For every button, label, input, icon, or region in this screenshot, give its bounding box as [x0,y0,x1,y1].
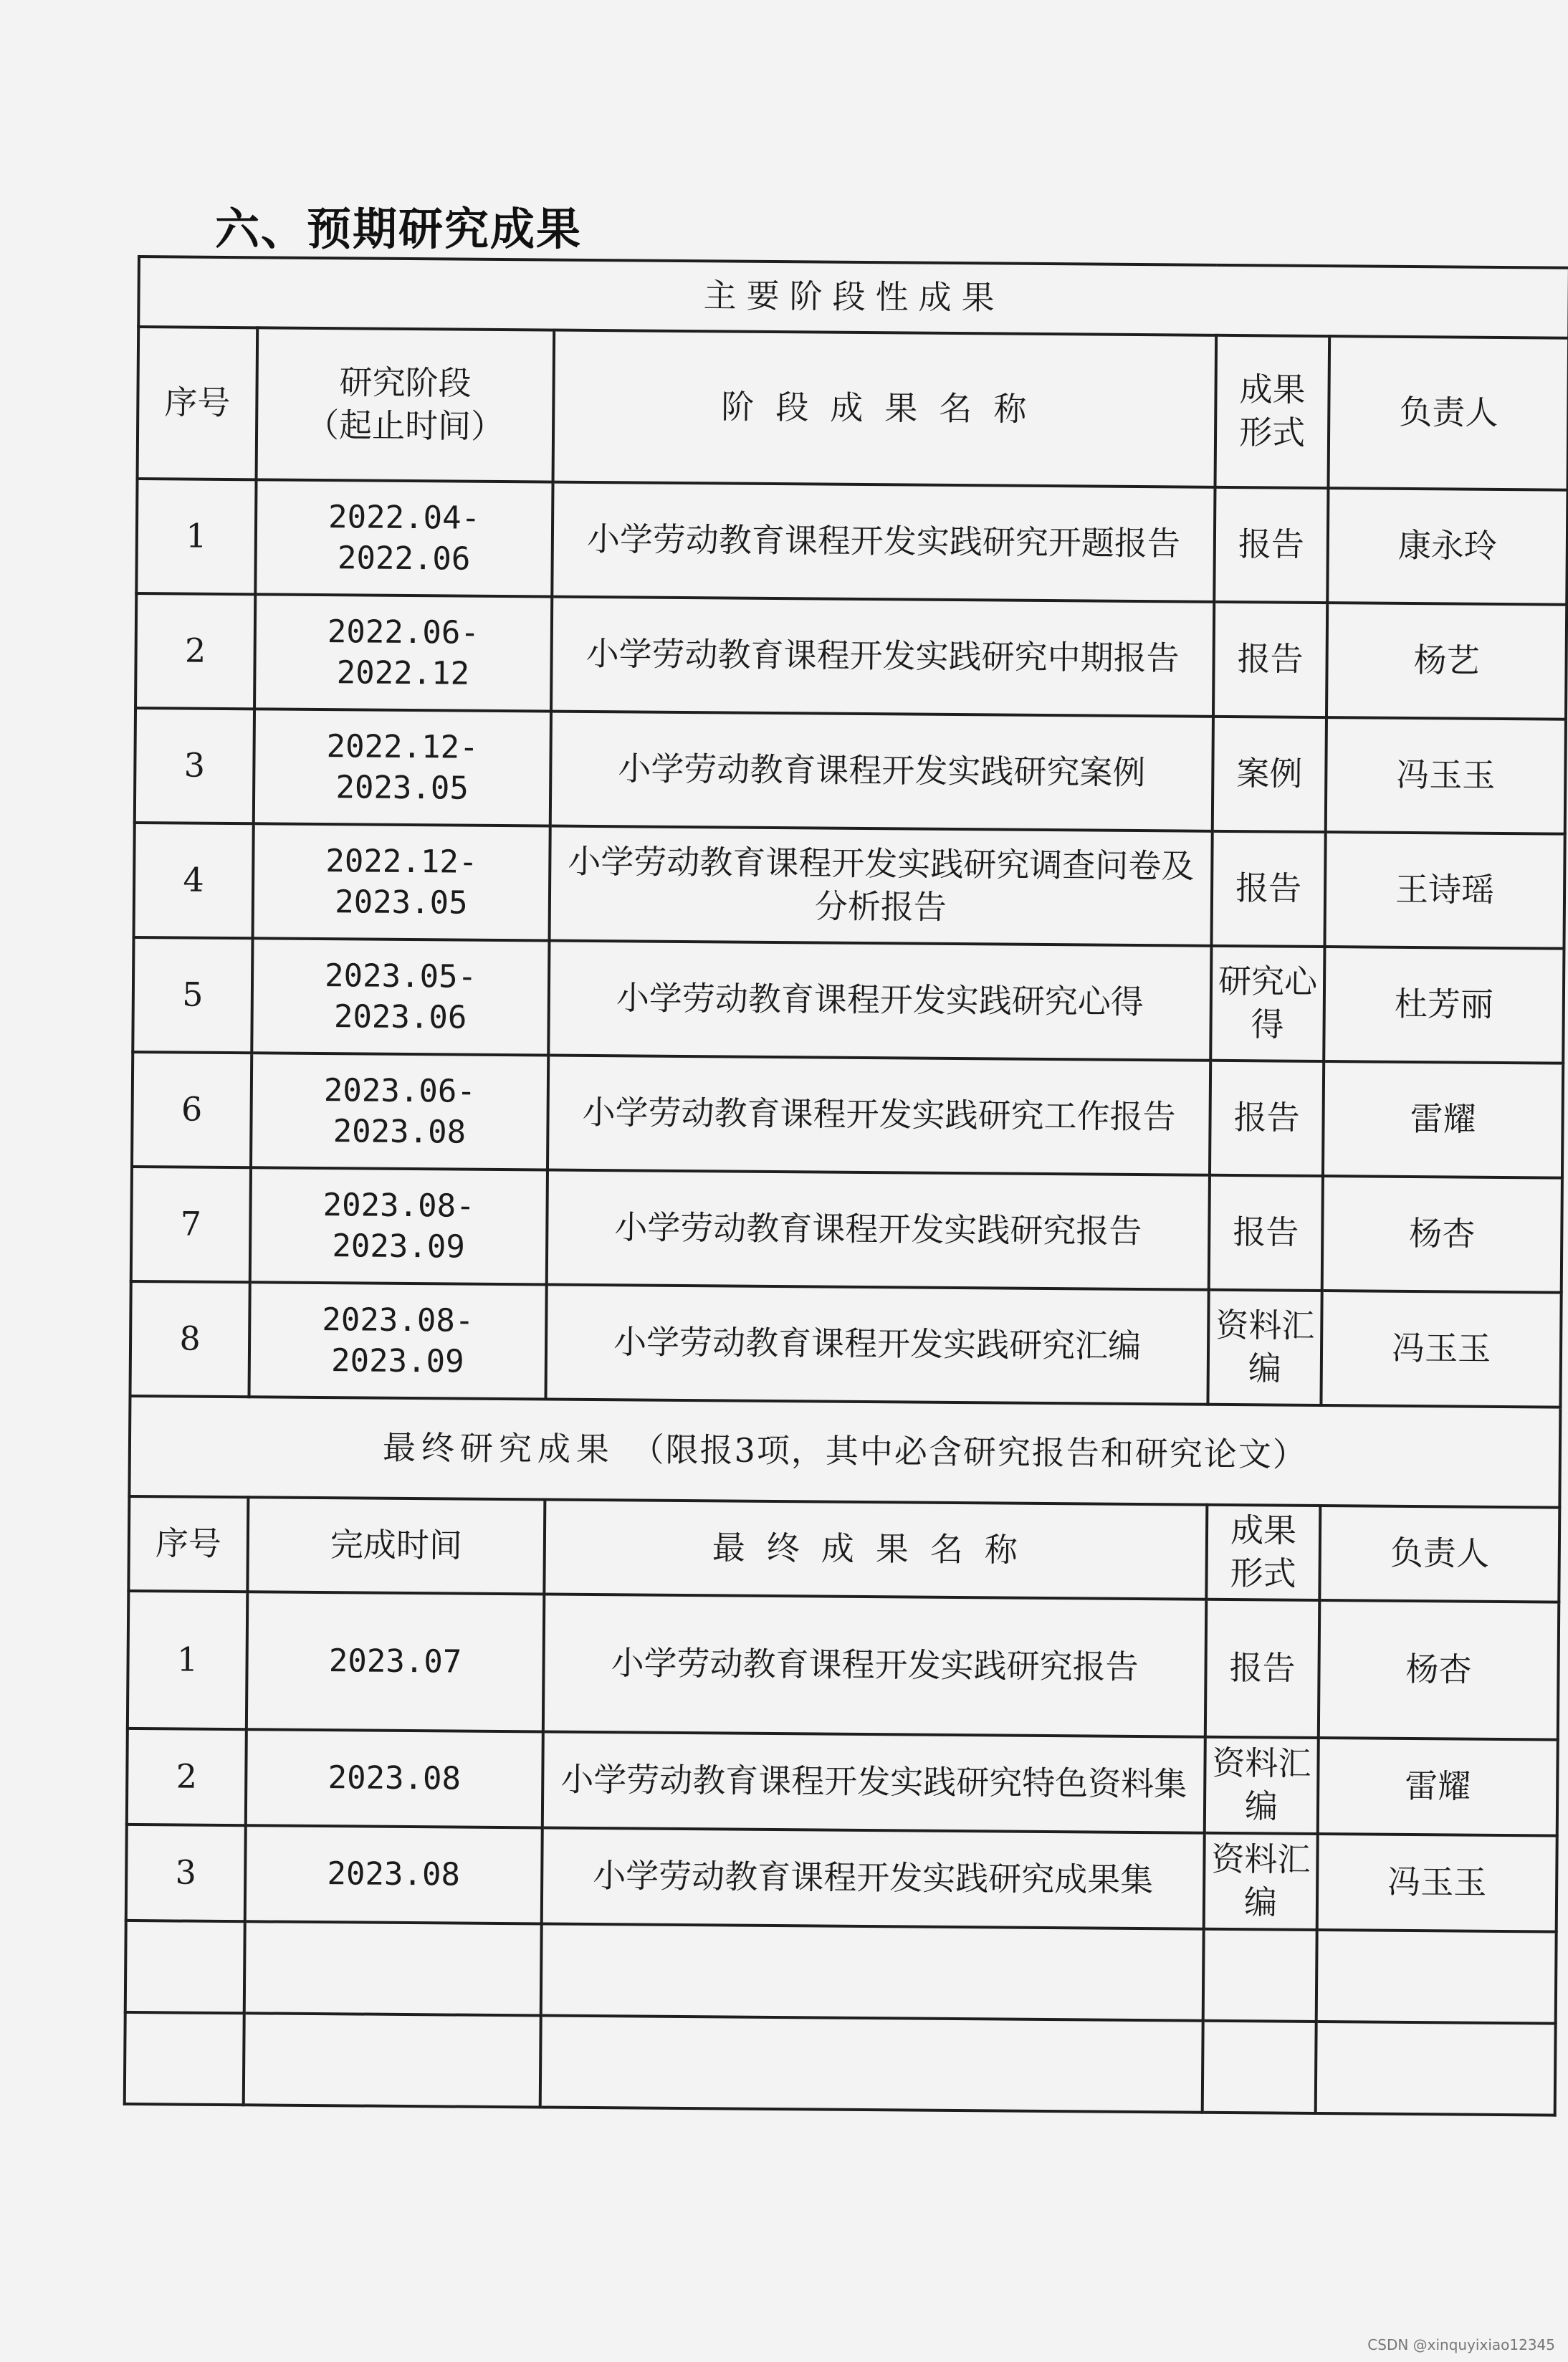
stage-period: 2022.06-2022.12 [254,594,552,711]
empty-cell [541,1923,1204,2020]
final-header-form [1206,1505,1320,1600]
empty-cell [1203,1929,1317,2022]
header-owner: 负责人 [1328,336,1568,490]
final-form: 报告 [1205,1600,1320,1738]
header-form-line1: 成果 [1239,370,1306,410]
header-seq: 序号 [138,327,258,479]
final-time: 2023.07 [247,1592,544,1731]
header-stage-name: 阶段成果名称 [553,330,1217,487]
final-time: 2023.08 [246,1729,543,1827]
final-seq: 3 [126,1825,246,1921]
final-form: 资料汇编 [1204,1833,1318,1930]
header-stage [257,327,555,482]
stage-owner: 杨杏 [1322,1176,1562,1293]
stage-owner: 冯玉玉 [1321,1291,1561,1407]
final-header-seq: 序号 [128,1496,248,1592]
stage-name: 小学劳动教育课程开发实践研究汇编 [545,1285,1208,1405]
empty-cell [1316,2022,1556,2115]
stage-owner: 王诗瑶 [1324,832,1564,949]
stage-form: 报告 [1211,831,1325,947]
stage-form: 报告 [1213,602,1327,717]
final-name: 小学劳动教育课程开发实践研究特色资料集 [542,1732,1205,1833]
stage-form: 资料汇编 [1208,1290,1321,1405]
empty-cell [540,2015,1203,2112]
final-seq: 2 [127,1729,247,1825]
empty-cell [125,1921,245,2013]
stage-name: 小学劳动教育课程开发实践研究心得 [548,941,1211,1061]
final-table-header-row [128,1496,1559,1602]
final-header-form-line1: 成果 [1230,1511,1297,1550]
stage-row [135,593,1567,719]
stage-table-title: 主要阶段性成果 [138,257,1568,338]
final-header-name: 最终成果名称 [544,1500,1207,1600]
empty-row [125,1921,1557,2024]
watermark: CSDN @xinquyixiao12345 [1367,2336,1555,2353]
stage-name: 小学劳动教育课程开发实践研究调查问卷及分析报告 [550,826,1213,946]
final-table-title-cell [129,1396,1560,1508]
empty-cell [244,1921,542,2015]
header-form-line2: 形式 [1238,413,1306,452]
header-stage-line2: （起止时间） [305,405,505,446]
final-owner: 杨杏 [1319,1600,1559,1740]
header-stage-line1: 研究阶段 [339,363,472,403]
stage-name: 小学劳动教育课程开发实践研究开题报告 [552,482,1215,602]
final-table-title: 最终研究成果 [382,1428,616,1469]
stage-name: 小学劳动教育课程开发实践研究中期报告 [551,597,1214,717]
stage-row [134,823,1565,949]
stage-seq: 1 [136,479,256,594]
final-row [126,1825,1557,1932]
final-header-owner: 负责人 [1319,1506,1559,1602]
final-row [127,1729,1558,1836]
results-form [123,255,1568,2117]
stage-owner: 康永玲 [1327,488,1567,605]
stage-seq: 2 [135,593,255,709]
stage-period: 2023.05-2023.06 [252,938,549,1055]
stage-row [135,708,1566,834]
stage-seq: 4 [134,823,254,938]
stage-owner: 冯玉玉 [1326,717,1566,834]
final-owner: 冯玉玉 [1317,1834,1557,1932]
stage-row [130,1281,1561,1407]
stage-period: 2022.12-2023.05 [254,709,551,826]
stage-seq: 5 [133,937,252,1053]
stage-name: 小学劳动教育课程开发实践研究案例 [550,712,1213,831]
final-header-time: 完成时间 [247,1497,545,1594]
stage-period: 2023.06-2023.08 [251,1053,548,1170]
final-header-form-line2: 形式 [1230,1554,1296,1593]
stage-form: 报告 [1210,1061,1324,1176]
final-table-title-note: （限报3项，其中必含研究报告和研究论文） [631,1430,1308,1474]
empty-cell [1316,1930,1557,2024]
stage-table-title-row [138,257,1568,338]
stage-period: 2022.04-2022.06 [255,479,553,596]
stage-owner: 杜芳丽 [1324,947,1564,1063]
final-name: 小学劳动教育课程开发实践研究报告 [543,1594,1206,1737]
stage-owner: 雷耀 [1323,1061,1563,1178]
final-table-title-row [129,1396,1560,1508]
stage-name: 小学劳动教育课程开发实践研究报告 [547,1170,1210,1290]
stage-row [133,937,1564,1063]
stage-form: 研究心得 [1210,946,1324,1061]
stage-seq: 7 [131,1167,251,1282]
stage-form: 案例 [1213,717,1326,832]
final-row [128,1591,1559,1740]
empty-row [125,2012,1556,2115]
stage-period: 2023.08-2023.09 [249,1282,546,1399]
empty-cell [1203,2021,1316,2113]
final-seq: 1 [128,1591,248,1729]
results-table [123,255,1568,2117]
stage-seq: 8 [130,1281,249,1397]
stage-form: 报告 [1214,487,1328,603]
final-form: 资料汇编 [1205,1737,1319,1834]
final-name: 小学劳动教育课程开发实践研究成果集 [542,1828,1205,1929]
empty-cell [244,2013,541,2107]
stage-seq: 3 [135,708,254,823]
section-heading: 六、预期研究成果 [215,203,583,255]
stage-period: 2022.12-2023.05 [253,823,550,940]
stage-row [132,1052,1563,1178]
stage-row [131,1167,1562,1293]
stage-owner: 杨艺 [1326,603,1567,719]
stage-form: 报告 [1209,1175,1323,1291]
final-owner: 雷耀 [1318,1738,1558,1836]
stage-name: 小学劳动教育课程开发实践研究工作报告 [548,1056,1210,1175]
header-form [1215,335,1330,488]
stage-seq: 6 [132,1052,252,1167]
empty-cell [125,2012,244,2105]
stage-period: 2023.08-2023.09 [250,1167,548,1284]
stage-row [136,479,1567,605]
stage-table-header-row [138,327,1568,490]
final-time: 2023.08 [245,1825,542,1923]
